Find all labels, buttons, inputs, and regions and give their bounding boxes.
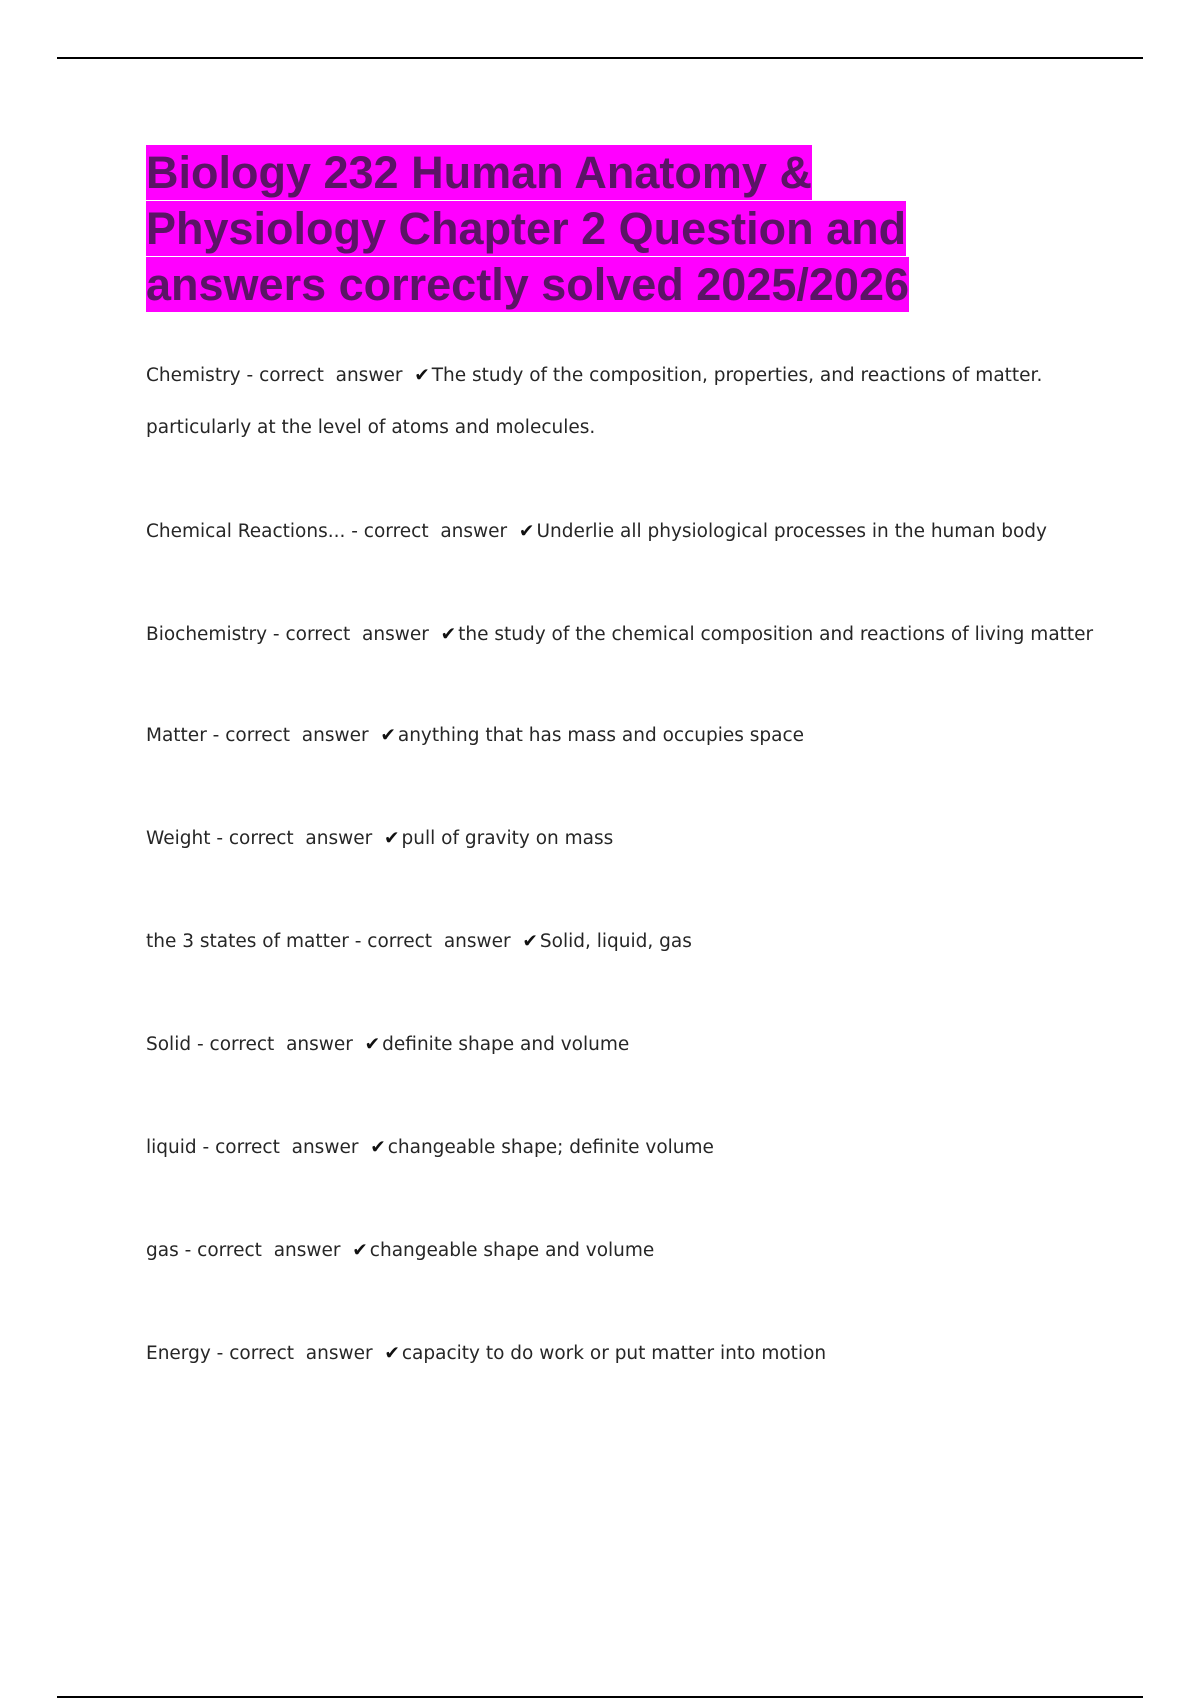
- check-icon: ✔: [364, 1034, 381, 1055]
- footer-rule: [57, 1696, 1143, 1698]
- qa-separator: - correct answer: [178, 1240, 353, 1261]
- qa-item-gas: [146, 1225, 1146, 1277]
- qa-term: Energy: [146, 1343, 211, 1364]
- qa-item-matter: [146, 710, 1146, 762]
- qa-item-energy: [146, 1328, 1146, 1380]
- qa-item-liquid: [146, 1122, 1146, 1174]
- qa-answer: the study of the chemical composition and reactions of living matter: [458, 624, 1094, 645]
- check-icon: ✔: [518, 521, 535, 542]
- qa-term: liquid: [146, 1137, 197, 1158]
- qa-term: Biochemistry: [146, 624, 268, 645]
- check-icon: ✔: [384, 1343, 400, 1364]
- qa-item-chemical-reactions: [146, 506, 1146, 558]
- qa-term: gas: [146, 1240, 179, 1261]
- qa-answer: Solid, liquid, gas: [539, 931, 692, 952]
- qa-answer: The study of the composition, properties, and reactions of matter. particularly at the level of atoms and molecules.: [146, 365, 1043, 438]
- qa-answer: capacity to do work or put matter into motion: [401, 1343, 827, 1364]
- qa-term: Matter: [146, 725, 207, 746]
- check-icon: ✔: [384, 828, 400, 849]
- title-highlight: Biology 232 Human Anatomy & Physiology Chapter 2 Question and answers correctly solved 2025/2026: [146, 147, 910, 310]
- qa-separator: - correct answer: [206, 725, 381, 746]
- check-icon: ✔: [522, 931, 538, 952]
- qa-separator: - correct answer: [196, 1137, 371, 1158]
- check-icon: ✔: [414, 365, 430, 386]
- qa-separator: - correct answer: [348, 931, 523, 952]
- qa-term: Chemistry: [146, 365, 241, 386]
- qa-answer: changeable shape; definite volume: [387, 1137, 714, 1158]
- qa-separator: - correct answer: [345, 521, 519, 542]
- check-icon: ✔: [440, 624, 457, 645]
- qa-item-biochemistry: [146, 609, 1146, 661]
- qa-separator: - correct answer: [191, 1034, 365, 1055]
- qa-answer: definite shape and volume: [382, 1034, 630, 1055]
- qa-separator: - correct answer: [267, 624, 441, 645]
- qa-term: Weight: [146, 828, 211, 849]
- qa-answer: changeable shape and volume: [369, 1240, 655, 1261]
- qa-item-weight: [146, 813, 1146, 865]
- header-rule: [57, 57, 1143, 59]
- qa-separator: - correct answer: [210, 828, 385, 849]
- qa-item-chemistry: [146, 350, 1046, 454]
- qa-term: Solid: [146, 1034, 192, 1055]
- qa-separator: - correct answer: [240, 365, 415, 386]
- qa-term: the 3 states of matter: [146, 931, 349, 952]
- check-icon: ✔: [352, 1240, 368, 1261]
- qa-answer: Underlie all physiological processes in the human body: [536, 521, 1048, 542]
- qa-answer: anything that has mass and occupies space: [397, 725, 805, 746]
- check-icon: ✔: [380, 725, 396, 746]
- check-icon: ✔: [370, 1137, 386, 1158]
- document-title: [146, 145, 1046, 313]
- qa-item-solid: [146, 1019, 1146, 1071]
- qa-item-states-of-matter: [146, 916, 1146, 968]
- qa-term: Chemical Reactions...: [146, 521, 346, 542]
- qa-answer: pull of gravity on mass: [401, 828, 614, 849]
- qa-separator: - correct answer: [210, 1343, 385, 1364]
